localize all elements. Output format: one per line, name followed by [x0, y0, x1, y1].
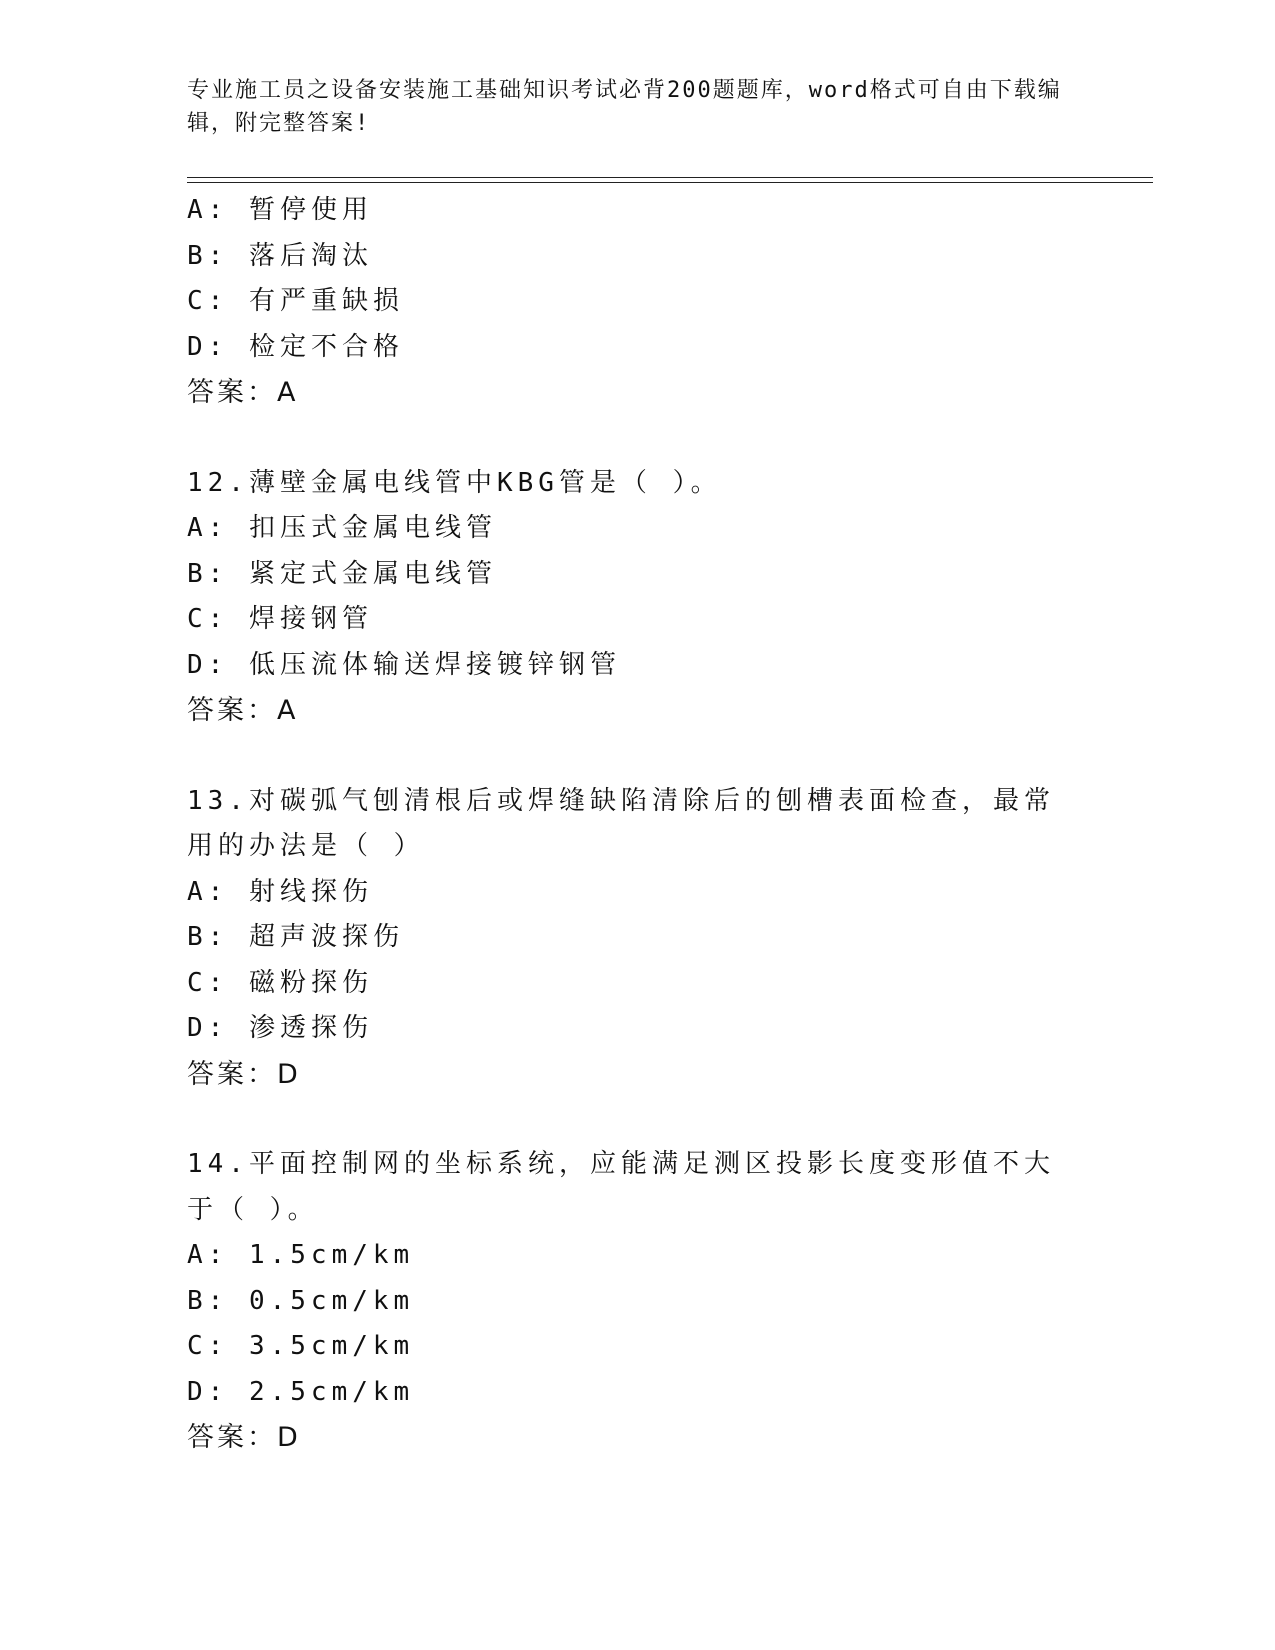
- answer-line: 答案：D: [187, 1058, 301, 1090]
- question-text: 12.薄壁金属电线管中KBG管是（ ）。: [187, 467, 722, 498]
- option-d: D: 2.5cm/km: [187, 1376, 415, 1407]
- question-block-13: [187, 779, 1067, 1098]
- option-d: D: 渗透探伤: [187, 1013, 373, 1043]
- question-block-12: [187, 461, 1067, 734]
- option-c: C: 有严重缺损: [187, 286, 404, 316]
- option-d: D: 检定不合格: [187, 331, 404, 362]
- option-c: C: 焊接钢管: [187, 604, 373, 634]
- document-header: 专业施工员之设备安装施工基础知识考试必背200题题库，word格式可自由下载编辑，附完整答案!: [187, 78, 1062, 136]
- answer-line: 答案：D: [187, 1422, 301, 1453]
- question-text: 13.对碳弧气刨清根后或焊缝缺陷清除后的刨槽表面检查，最常用的办法是（ ）: [187, 785, 1055, 861]
- question-block-14: [187, 1142, 1067, 1461]
- option-a: A: 射线探伤: [187, 876, 373, 907]
- option-c: C: 磁粉探伤: [187, 967, 373, 998]
- answer-line: 答案：A: [187, 377, 299, 408]
- question-block-11: [187, 188, 1067, 416]
- option-b: B: 落后淘汰: [187, 240, 373, 271]
- option-b: B: 超声波探伤: [187, 922, 404, 952]
- option-a: A: 扣压式金属电线管: [187, 513, 497, 543]
- header-rule-bottom: [187, 182, 1153, 183]
- question-text: 14.平面控制网的坐标系统，应能满足测区投影长度变形值不大于（ ）。: [187, 1149, 1055, 1225]
- header-rule-top: [187, 177, 1153, 178]
- option-a: A: 1.5cm/km: [187, 1240, 415, 1270]
- answer-line: 答案：A: [187, 695, 299, 726]
- option-b: B: 紧定式金属电线管: [187, 558, 497, 589]
- option-a: A: 暂停使用: [187, 195, 373, 225]
- option-c: C: 3.5cm/km: [187, 1331, 415, 1361]
- document-body: [187, 188, 1067, 1461]
- option-d: D: 低压流体输送焊接镀锌钢管: [187, 649, 621, 680]
- option-b: B: 0.5cm/km: [187, 1285, 415, 1316]
